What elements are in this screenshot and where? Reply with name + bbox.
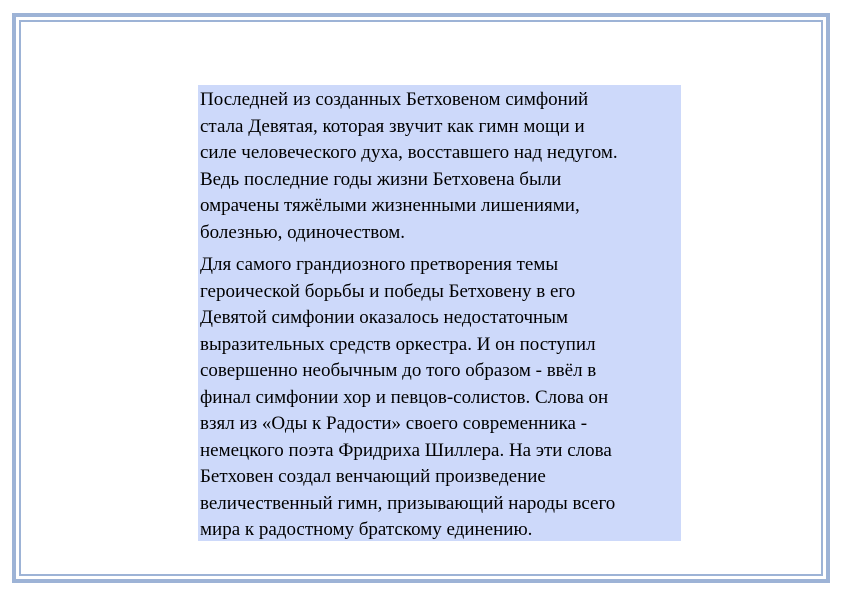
paragraph-1 — [200, 87, 681, 246]
text-line: финал симфонии хор и певцов-солистов. Слова он — [200, 386, 609, 408]
slide-text-box — [198, 85, 681, 541]
text-line: омрачены тяжёлыми жизненными лишениями, — [200, 195, 580, 216]
text-line: Девятой симфонии оказалось недостаточным — [200, 307, 569, 328]
text-line: взял из «Оды к Радости» своего современника - — [200, 413, 588, 434]
text-line: Для самого грандиозного претворения темы — [200, 254, 559, 275]
text-line: Последней из созданных Бетховеном симфоний — [200, 89, 589, 110]
paragraph-2 — [200, 252, 681, 544]
text-line: Бетховен создал венчающий произведение — [200, 466, 546, 487]
text-line: выразительных средств оркестра. И он поступил — [200, 333, 596, 355]
text-line: немецкого поэта Фридриха Шиллера. На эти слова — [200, 439, 612, 461]
text-line: силе человеческого духа, восставшего над недугом. — [200, 142, 618, 163]
text-line: мира к радостному братскому единению. — [200, 519, 533, 540]
text-line: стала Девятая, которая звучит как гимн мощи и — [200, 115, 585, 137]
text-line: величественный гимн, призывающий народы всего — [200, 492, 616, 514]
text-line: болезнью, одиночеством. — [200, 221, 406, 243]
text-line: совершенно необычным до того образом - ввёл в — [200, 360, 597, 381]
text-line: героической борьбы и победы Бетховену в его — [200, 280, 576, 302]
text-line: Ведь последние годы жизни Бетховена были — [200, 168, 562, 190]
